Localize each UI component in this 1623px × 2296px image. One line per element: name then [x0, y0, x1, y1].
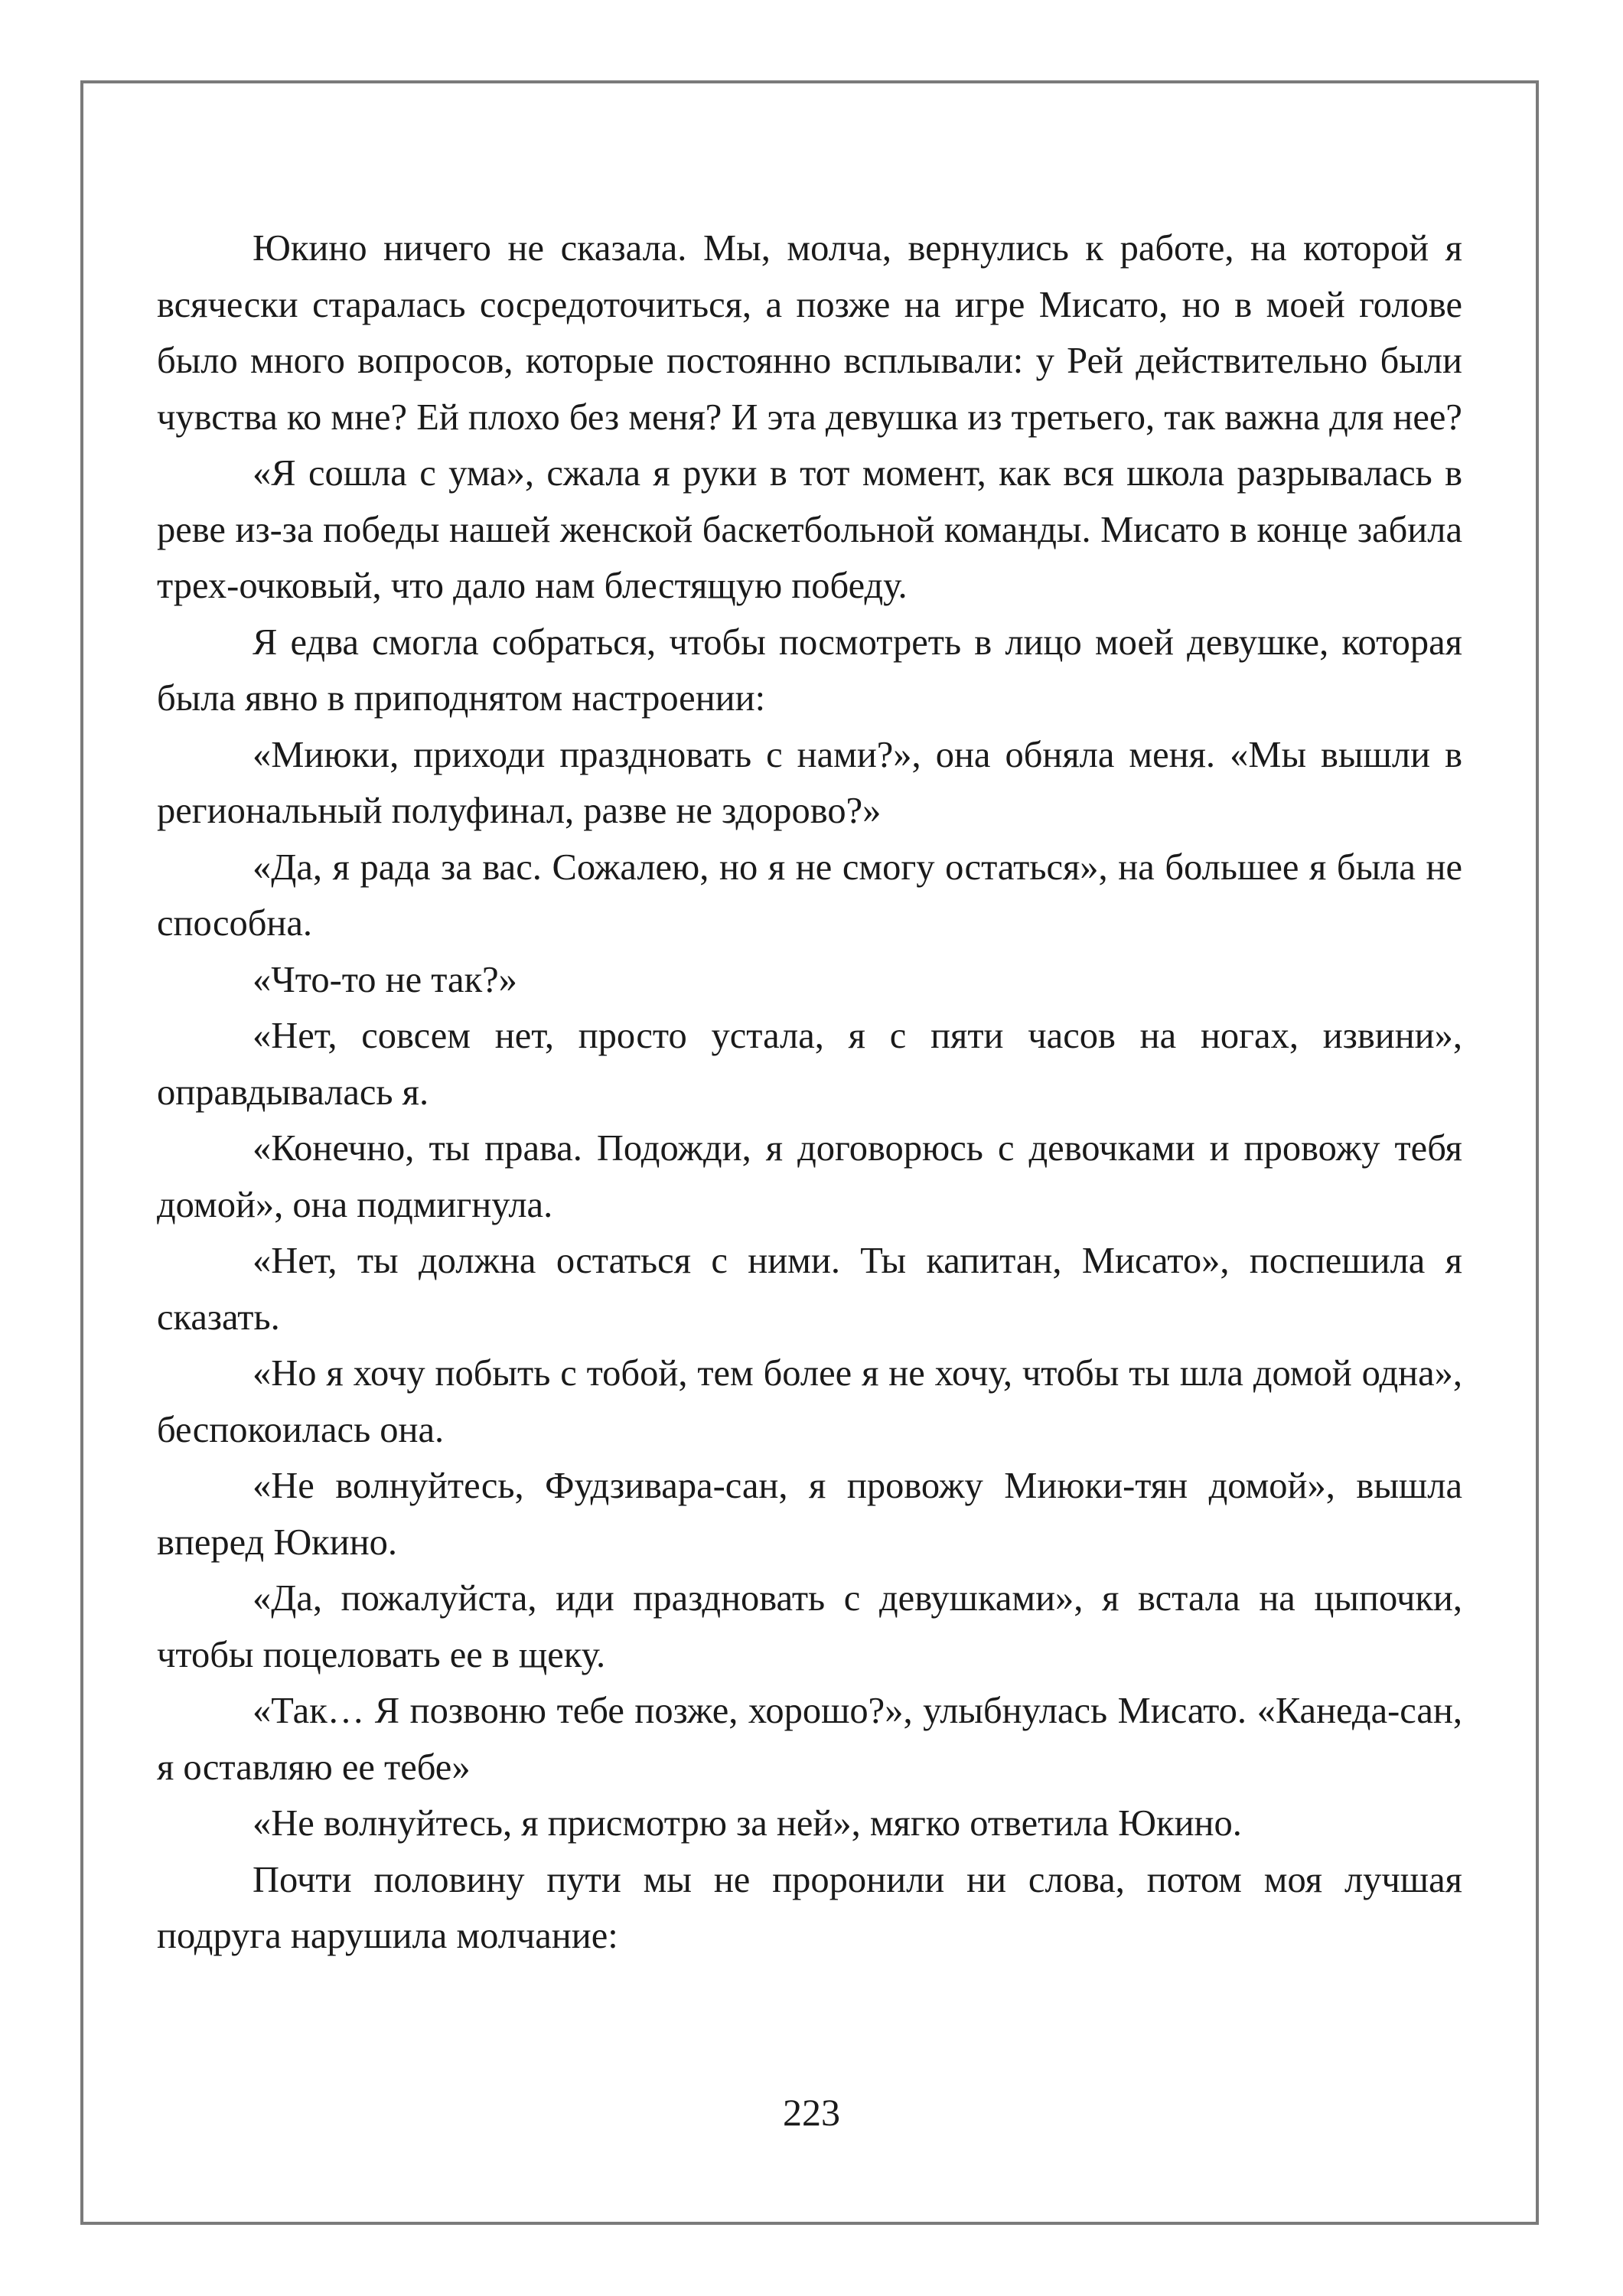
paragraph: «Не волнуйтесь, Фудзивара-сан, я провожу Миюки-тян домой», вышла вперед Юкино. [157, 1466, 1462, 1563]
paragraph: Я едва смогла собраться, чтобы посмотреть в лицо моей девушке, которая была явно в приподнятом настроении: [157, 621, 1462, 719]
paragraph: «Не волнуйтесь, я присмотрю за ней», мягко ответила Юкино. [253, 1803, 1242, 1844]
paragraph: «Но я хочу побыть с тобой, тем более я не хочу, чтобы ты шла домой одна», беспокоилась она. [157, 1353, 1462, 1450]
paragraph: Юкино ничего не сказала. Мы, молча, вернулись к работе, на которой я всячески старалась сосредоточиться, а позже на игре Мисато, но в моей голове было много вопросов, которые постоянно всплывали: у Рей действительно были чувства ко мне? Ей плохо без меня? И эта девушка из третьего, так важна для нее? [157, 228, 1462, 438]
paragraph: «Да, пожалуйста, иди праздновать с девушками», я встала на цыпочки, чтобы поцеловать ее в щеку. [157, 1578, 1462, 1675]
paragraph: «Так… Я позвоню тебе позже, хорошо?», улыбнулась Мисато. «Канеда-сан, я оставляю ее тебе» [157, 1691, 1462, 1788]
paragraph: «Миюки, приходи праздновать с нами?», она обняла меня. «Мы вышли в региональный полуфинал, разве не здорово?» [157, 734, 1462, 831]
page-number: 223 [783, 2091, 840, 2134]
paragraph: «Конечно, ты права. Подожди, я договорюсь с девочками и провожу тебя домой», она подмигнула. [157, 1128, 1462, 1225]
paragraph: «Нет, совсем нет, просто устала, я с пяти часов на ногах, извини», оправдывалась я. [157, 1016, 1462, 1113]
paragraph: «Я сошла с ума», сжала я руки в тот момент, как вся школа разрывалась в реве из-за победы нашей женской баскетбольной команды. Мисато в конце забила трех-очковый, что дало нам блестящую победу. [157, 453, 1462, 606]
paragraph: «Да, я рада за вас. Сожалею, но я не смогу остаться», на большее я была не способна. [157, 846, 1462, 944]
body-text [157, 220, 1462, 1965]
paragraph: Почти половину пути мы не проронили ни слова, потом моя лучшая подруга нарушила молчание: [157, 1859, 1462, 1956]
paragraph: «Нет, ты должна остаться с ними. Ты капитан, Мисато», поспешила я сказать. [157, 1241, 1462, 1338]
paragraph: «Что-то не так?» [253, 959, 517, 1000]
